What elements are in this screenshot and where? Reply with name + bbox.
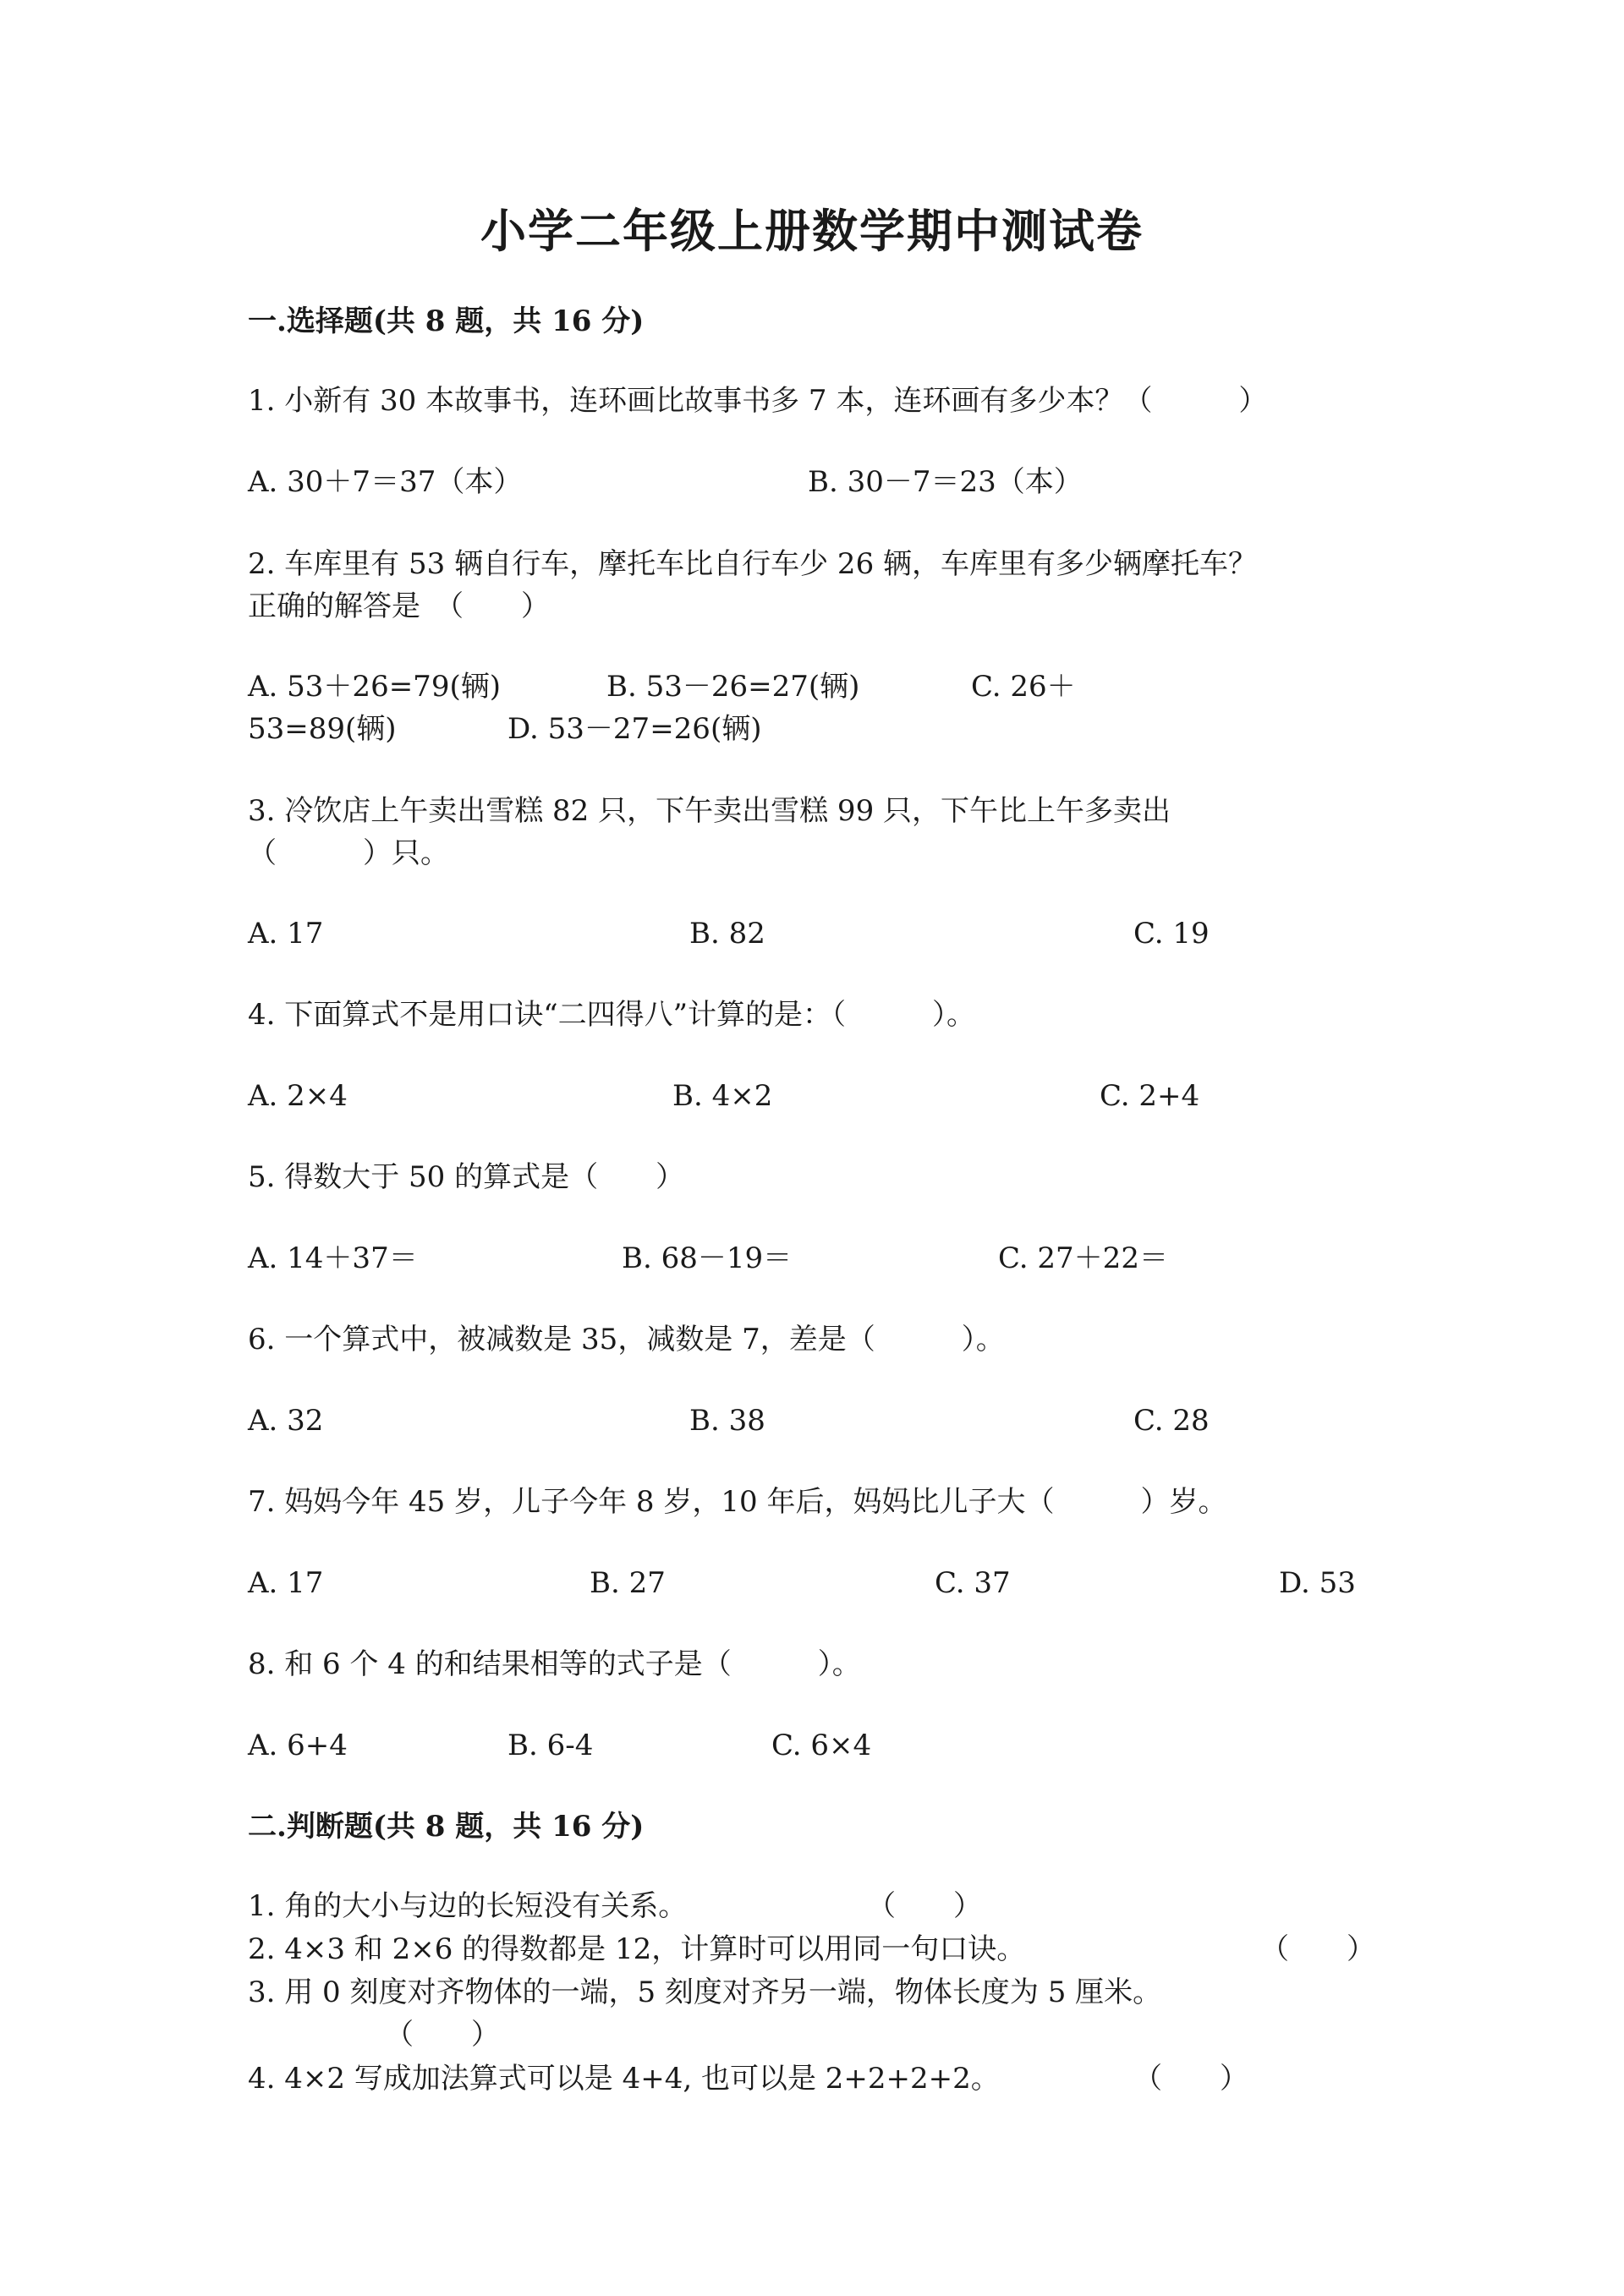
question-3-line-1: 3. 冷饮店上午卖出雪糕 82 只，下午卖出雪糕 99 只，下午比上午多卖出 [248,794,1171,828]
q3-option-b: B. 82 [689,917,765,951]
q3-option-a: A. 17 [248,917,324,951]
q6-option-c: C. 28 [1133,1404,1210,1438]
q5-option-b: B. 68－19＝ [622,1241,793,1275]
q2-option-c-part-1: C. 26＋ [971,670,1076,704]
q7-option-d: D. 53 [1279,1566,1356,1600]
page-title: 小学二年级上册数学期中测试卷 [480,204,1144,258]
question-8: 8. 和 6 个 4 的和结果相等的式子是（ ）。 [248,1647,861,1681]
q3-option-c: C. 19 [1133,917,1210,951]
q2-option-d: D. 53－27=26(辆) [508,712,762,746]
q4-option-c: C. 2+4 [1100,1079,1200,1113]
q5-option-c: C. 27＋22＝ [998,1241,1168,1275]
q8-option-c: C. 6×4 [771,1729,872,1762]
judgement-item-3: 3. 用 0 刻度对齐物体的一端，5 刻度对齐另一端，物体长度为 5 厘米。 [248,1975,1162,2009]
q8-option-a: A. 6+4 [248,1729,348,1762]
question-5: 5. 得数大于 50 的算式是（ ） [248,1160,685,1194]
judgement-item-2: 2. 4×3 和 2×6 的得数都是 12，计算时可以用同一句口诀。 [248,1932,1026,1966]
question-2-line-1: 2. 车库里有 53 辆自行车，摩托车比自行车少 26 辆，车库里有多少辆摩托车？ [248,547,1258,581]
q5-option-a: A. 14＋37＝ [248,1241,418,1275]
question-7: 7. 妈妈今年 45 岁，儿子今年 8 岁，10 年后，妈妈比儿子大（ ）岁。 [248,1485,1227,1519]
q1-option-b: B. 30－7＝23（本） [808,465,1083,499]
q6-option-b: B. 38 [689,1404,765,1438]
judgement-item-3-paren: （ ） [385,2018,500,2052]
question-1: 1. 小新有 30 本故事书，连环画比故事书多 7 本，连环画有多少本？（ ） [248,384,1268,418]
q4-option-b: B. 4×2 [672,1079,773,1113]
judgement-item-4-paren: （ ） [1133,2062,1248,2096]
question-6: 6. 一个算式中，被减数是 35，减数是 7，差是（ ）。 [248,1323,1005,1356]
section-heading-choice: 一.选择题(共 8 题，共 16 分) [248,304,645,338]
section-heading-judgement: 二.判断题(共 8 题，共 16 分) [248,1810,645,1844]
q7-option-c: C. 37 [935,1566,1011,1600]
question-4: 4. 下面算式不是用口诀“二四得八”计算的是：（ ）。 [248,998,976,1032]
q8-option-b: B. 6-4 [508,1729,594,1762]
q7-option-b: B. 27 [590,1566,666,1600]
q7-option-a: A. 17 [248,1566,324,1600]
judgement-item-2-paren: （ ） [1260,1932,1375,1966]
q2-option-a: A. 53＋26=79(辆) [248,670,501,704]
q4-option-a: A. 2×4 [248,1079,348,1113]
question-2-line-2: 正确的解答是 （ ） [248,589,550,623]
judgement-item-1-paren: （ ） [867,1889,982,1923]
q2-option-c-part-2: 53=89(辆) [248,712,397,746]
q1-option-a: A. 30＋7＝37（本） [248,465,523,499]
judgement-item-4: 4. 4×2 写成加法算式可以是 4+4, 也可以是 2+2+2+2。 [248,2062,1000,2096]
q2-option-b: B. 53－26=27(辆) [606,670,860,704]
q6-option-a: A. 32 [248,1404,324,1438]
judgement-item-1: 1. 角的大小与边的长短没有关系。 [248,1889,688,1923]
question-3-line-2: （ ）只。 [248,836,449,870]
